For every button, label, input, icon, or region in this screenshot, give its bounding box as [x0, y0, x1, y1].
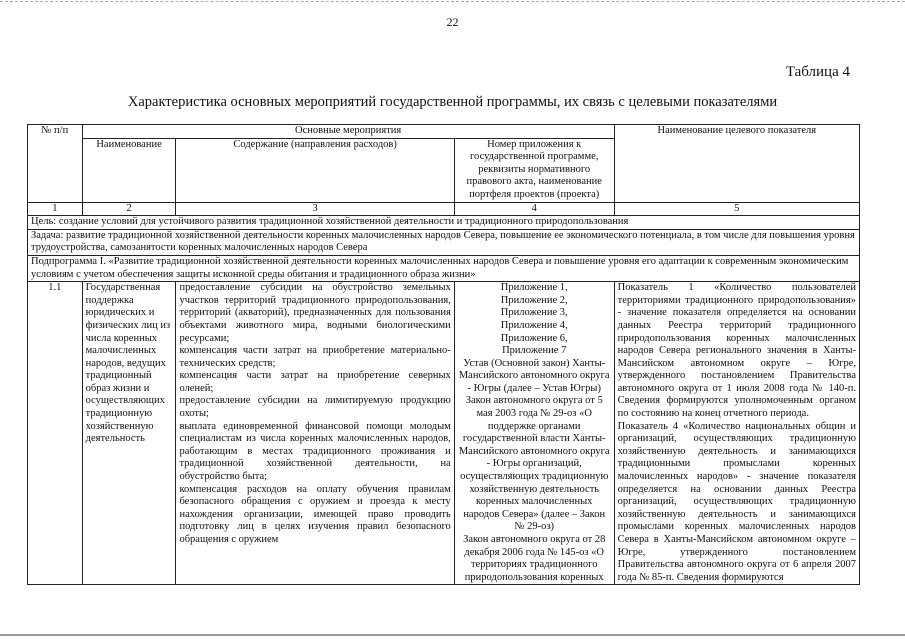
table-row [28, 282, 860, 585]
row-indicator [614, 282, 859, 585]
content-item: компенсация части затрат на приобретение северных оленей; [179, 370, 451, 394]
column-number: 5 [614, 202, 859, 216]
column-number: 4 [454, 202, 614, 216]
document-title: Характеристика основных мероприятий государственной программы, их связь с целевыми показателями [127, 94, 778, 110]
appendix-item: Приложение 2, [500, 294, 568, 306]
header-name: Наименование [82, 138, 176, 202]
content-item: предоставление субсидии на лимитируемую продукцию охоты; [179, 395, 451, 420]
table-header-row [28, 125, 860, 139]
content-item: предоставление субсидии на обустройство земельных участков территорий традиционного природопользования, территорий (акваторий), предназначенных для пользования объектами животного мира, водными биологическими ресурсами; [179, 282, 451, 344]
indicator-item: Показатель 4 «Количество национальных общин и организаций, осуществляющих традиционную хозяйственную деятельность и занимающихся традиционными промыслами коренных малочисленных народов» - значение показателя определяется на основании данных Реестра организаций, осуществляющих традиционную хозяйственную деятельность и занимающихся промыслами коренных малочисленных народов Севера в Ханты-Мансийском автономном округе – Югре, утвержденного постановлением Правительства автономного округа от 6 апреля 2007 года № 85-п. Сведения формируются [617, 420, 856, 583]
row-name: Государственная поддержка юридических и физических лиц из числа коренных малочисленных народов, ведущих традиционный образ жизни и осуществляющих традиционную хозяйственную деятельность [82, 282, 176, 585]
row-num: 1.1 [28, 282, 83, 585]
appendix-item: Устав (Основной закон) Ханты-Мансийского автономного округа - Югры (далее – Устав Югры) [458, 357, 610, 394]
column-number: 2 [82, 202, 176, 216]
content-item: компенсация части затрат на приобретение материально-технических средств; [179, 345, 451, 369]
appendix-item: Закон автономного округа от 5 мая 2003 года № 29-оз «О поддержке органами государственной власти Ханты-Мансийского автономного округа - Югры организаций, осуществляющих традиционную хозяйственную деятельность коренных малочисленных народов Севера» (далее – Закон № 29-оз) [458, 395, 610, 533]
appendix-item: Приложение 7 [502, 345, 567, 357]
header-appendix: Номер приложения к государственной программе, реквизиты нормативного правового акта, наименование портфеля проектов (проекта) [454, 138, 614, 202]
column-number-row [28, 202, 860, 216]
content-item: выплата единовременной финансовой помощи молодым специалистам из числа коренных малочисленных народов, работающим в местах традиционного проживания и традиционной хозяйственной деятельности, на обустройство быта; [179, 420, 451, 483]
header-indicator: Наименование целевого показателя [614, 125, 859, 203]
goal-row [28, 216, 860, 230]
row-appendix [454, 282, 614, 585]
content-item: компенсация расходов на оплату обучения правилам безопасного обращения с оружием и проезда к месту нахождения организации, имеющей право проводить подготовку лиц в целях изучения правил безопасного обращения с оружием [179, 483, 451, 545]
appendix-item: Закон автономного округа от 28 декабря 2006 года № 145-оз «О территориях традиционного природопользования коренных [463, 534, 606, 583]
task-row [28, 229, 860, 255]
goal-text: Цель: создание условий для устойчивого развития традиционной хозяйственной деятельности и традиционного природопользования [28, 216, 860, 230]
column-number: 3 [176, 202, 454, 216]
row-content [176, 282, 454, 585]
subprogram-row [28, 255, 860, 281]
appendix-item: Приложение 1, [500, 282, 568, 294]
page-number: 22 [446, 15, 459, 29]
subprogram-text: Подпрограмма I. «Развитие традиционной хозяйственной деятельности коренных малочисленных народов Севера и повышение уровня его адаптации к современным экономическим условиям с учетом обеспечения защиты исконной среды обитания и традиционного образа жизни» [28, 255, 860, 281]
appendix-item: Приложение 6, [500, 332, 568, 344]
header-num: № п/п [28, 125, 83, 203]
appendix-item: Приложение 4, [500, 319, 568, 331]
column-number: 1 [28, 202, 83, 216]
task-text: Задача: развитие традиционной хозяйственной деятельности коренных малочисленных народов Севера, повышение ее экономического потенциала, в том числе для повышения уровня трудоустройства, самозанятости коренных малочисленных народов Севера [28, 229, 860, 255]
table-label: Таблица 4 [785, 64, 850, 80]
events-table [27, 124, 860, 585]
scan-edge-bottom [0, 634, 905, 636]
header-main-events: Основные мероприятия [82, 125, 614, 139]
appendix-item: Приложение 3, [500, 307, 568, 319]
indicator-item: Показатель 1 «Количество пользователей территориями традиционного природопользования» - значение показателя определяется на основании данных Реестра территорий традиционного природопользования коренных малочисленных народов Севера регионального значения в Ханты-Мансийском автономном округе – Югре, утвержденного постановлением Правительства автономного округа от 1 июля 2008 года № 140-п. Сведения формируются уполномоченным органом по состоянию на конец отчетного периода. [617, 282, 856, 420]
header-content: Содержание (направления расходов) [176, 138, 454, 202]
scan-edge-top [0, 1, 905, 2]
